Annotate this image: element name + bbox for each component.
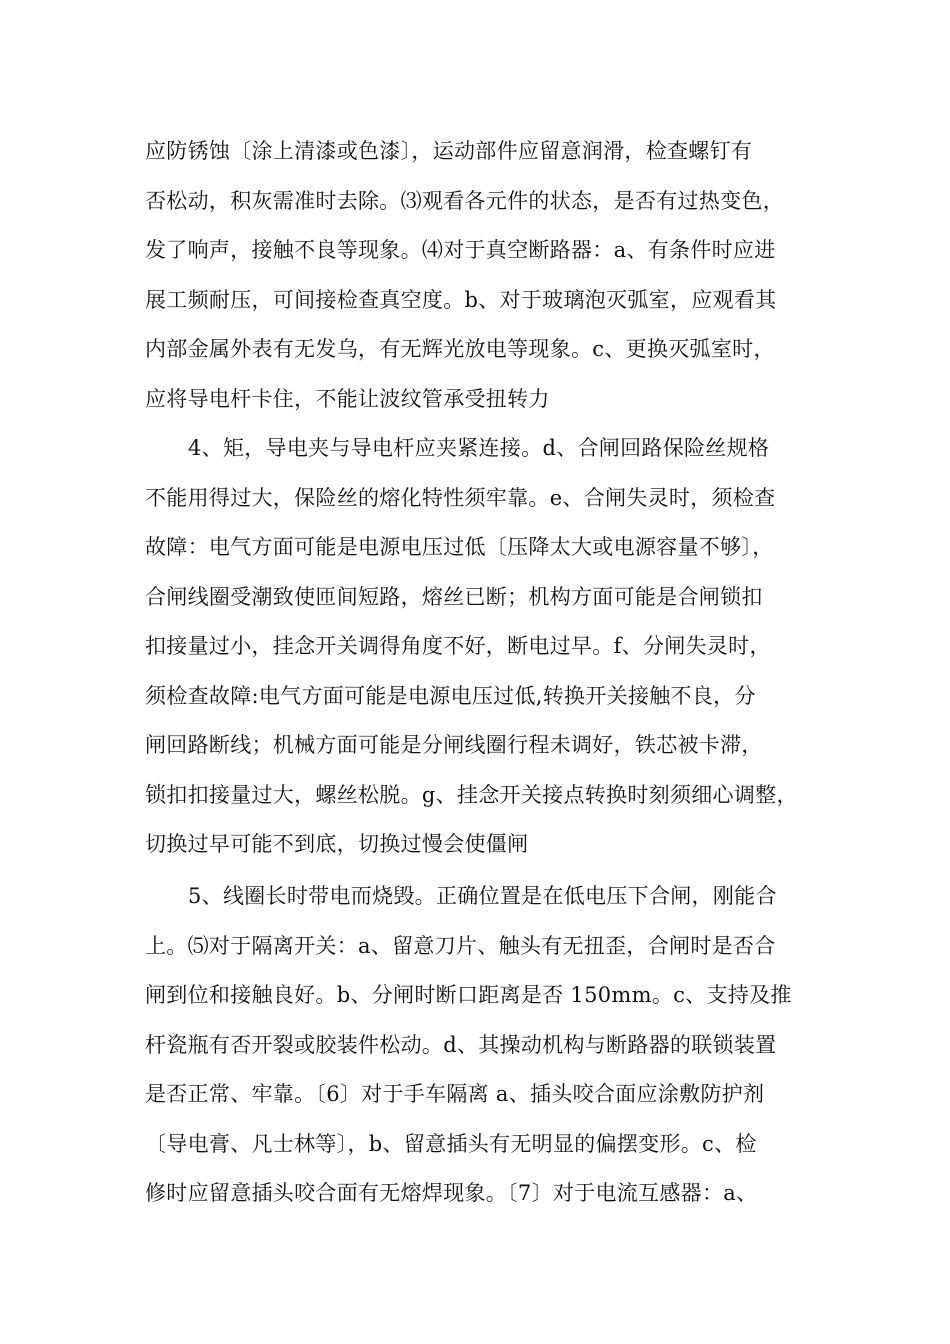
paragraph-line: 闸回路断线；机械方面可能是分闸线圈行程未调好，铁芯被卡滞， xyxy=(145,733,763,757)
paragraph-line: 〔导电膏、凡士林等〕，b、留意插头有无明显的偏摆变形。c、检 xyxy=(145,1131,757,1156)
paragraph-line: 展工频耐压，可间接检查真空度。b、对于玻璃泡灭弧室，应观看其 xyxy=(145,287,777,312)
paragraph-line: 切换过早可能不到底，切换过慢会使僵闸 xyxy=(145,832,529,856)
paragraph-line: 扣接量过小，挂念开关调得角度不好，断电过早。f、分闸失灵时， xyxy=(145,634,771,658)
paragraph-1 xyxy=(145,127,815,424)
paragraph-line: 合闸线圈受潮致使匝间短路，熔丝已断；机构方面可能是合闸锁扣 xyxy=(145,584,763,609)
paragraph-line: 不能用得过大，保险丝的熔化特性须牢靠。e、合闸失灵时，须检查 xyxy=(145,485,776,510)
paragraph-line: 应将导电杆卡住，不能让波纹管承受扭转力 xyxy=(145,386,550,411)
paragraph-line: 锁扣扣接量过大，螺丝松脱。g、挂念开关接点转换时刻须细心调整， xyxy=(145,782,798,807)
paragraph-line: 应防锈蚀〔涂上清漆或色漆〕，运动部件应留意润滑，检查螺钉有 xyxy=(145,139,753,163)
paragraph-line: 故障：电气方面可能是电源电压过低〔压降太大或电源容量不够〕， xyxy=(145,535,774,559)
paragraph-line: 是否正常、牢靠。〔6〕对于手车隔离 a、插头咬合面应涂敷防护剂 xyxy=(145,1082,765,1106)
paragraph-line: 4、矩，导电夹与导电杆应夹紧连接。d、合闸回路保险丝规格 xyxy=(188,436,770,460)
paragraph-line: 修时应留意插头咬合面有无熔焊现象。〔7〕对于电流互感器：a、 xyxy=(145,1181,758,1205)
paragraph-line: 内部金属外表有无发乌，有无辉光放电等现象。c、更换灭弧室时， xyxy=(145,337,775,361)
paragraph-line: 杆瓷瓶有否开裂或胶装件松动。d、其操动机构与断路器的联锁装置 xyxy=(145,1032,777,1057)
paragraph-line: 闸到位和接触良好。b、分闸时断口距离是否 150mm。c、支持及推 xyxy=(145,983,792,1007)
paragraph-line: 上。⑸对于隔离开关：a、留意刀片、触头有无扭歪，合闸时是否合 xyxy=(145,933,776,958)
paragraph-line: 否松动，积灰需准时去除。⑶观看各元件的状态，是否有过热变色， xyxy=(145,188,784,213)
paragraph-line: 发了响声，接触不良等现象。⑷对于真空断路器：a、有条件时应进 xyxy=(145,238,776,262)
paragraph-2 xyxy=(145,424,815,870)
paragraph-line: 须检查故障:电气方面可能是电源电压过低,转换开关接触不良，分 xyxy=(145,683,756,708)
paragraph-line: 5、线圈长时带电而烧毁。正确位置是在低电压下合闸，刚能合 xyxy=(188,884,777,908)
paragraph-3 xyxy=(145,872,815,1219)
